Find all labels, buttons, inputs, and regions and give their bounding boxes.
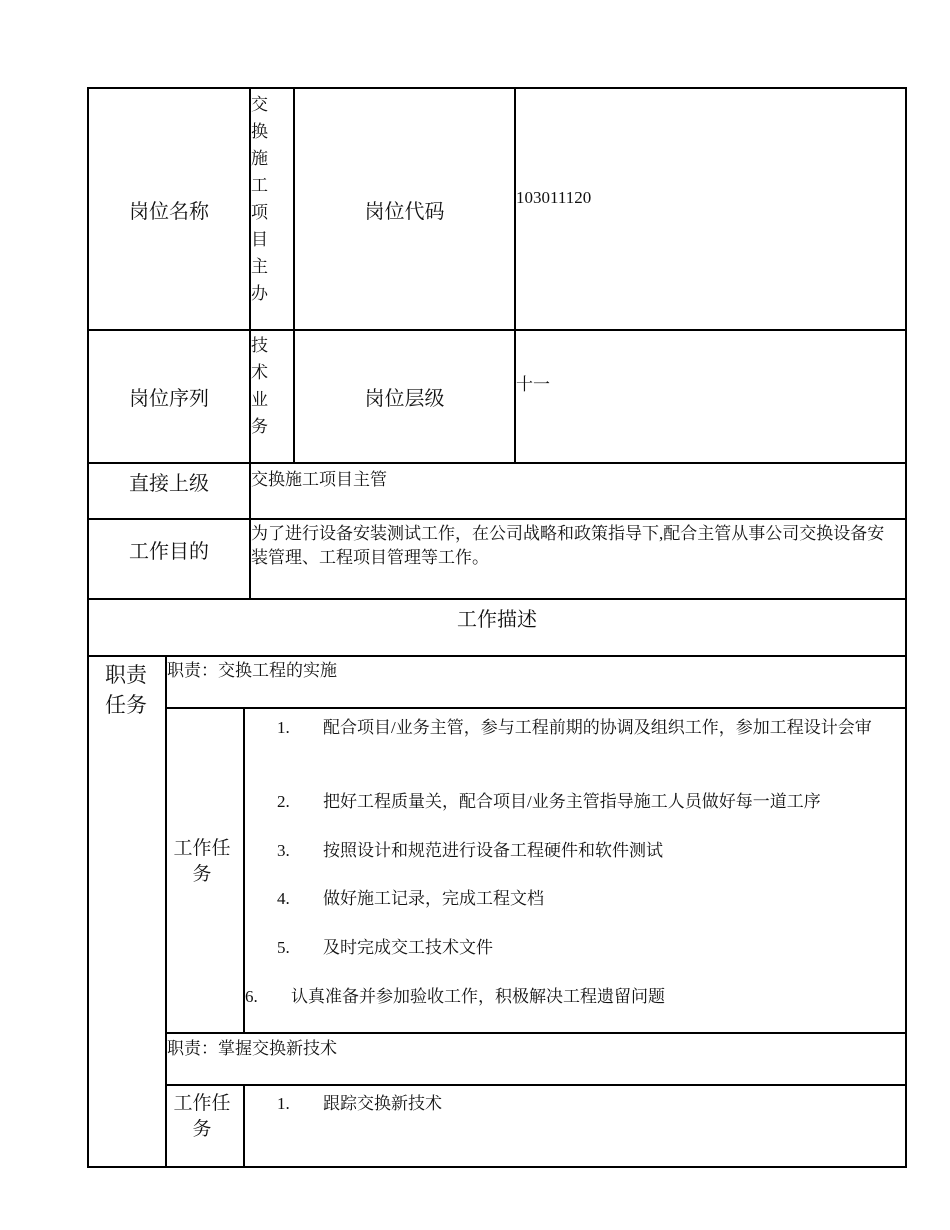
duty-divider bbox=[165, 707, 907, 709]
col-divider bbox=[514, 87, 516, 463]
task-item bbox=[277, 790, 892, 814]
position-name-value: 交换施工项目主办 bbox=[251, 95, 268, 303]
position-sequence-value: 技术业务 bbox=[251, 336, 268, 436]
task-text: 认真准备并参加验收工作，积极解决工程遗留问题 bbox=[291, 987, 665, 1006]
col-divider bbox=[165, 655, 167, 1168]
purpose-value: 为了进行设备安装测试工作，在公司战略和政策指导下,配合主管从事公司交换设备安装管理、工程项目管理等工作。 bbox=[251, 524, 885, 567]
col-divider bbox=[243, 1084, 245, 1168]
task-item bbox=[277, 839, 892, 863]
task-text: 按照设计和规范进行设备工程硬件和软件测试 bbox=[323, 841, 663, 860]
task-number: 3. bbox=[277, 841, 290, 860]
position-level-value: 十一 bbox=[516, 375, 550, 394]
task-text: 跟踪交换新技术 bbox=[323, 1094, 442, 1113]
position-sequence-label: 岗位序列 bbox=[129, 388, 209, 410]
duty-divider bbox=[165, 1084, 907, 1086]
position-level-label: 岗位层级 bbox=[364, 388, 445, 410]
duty-divider bbox=[165, 1032, 907, 1034]
duty-title: 职责：交换工程的实施 bbox=[167, 661, 337, 680]
duties-label: 职责任务 bbox=[105, 663, 147, 717]
duty-title: 职责：掌握交换新技术 bbox=[167, 1039, 337, 1058]
task-text: 做好施工记录，完成工程文档 bbox=[323, 889, 544, 908]
supervisor-value: 交换施工项目主管 bbox=[251, 470, 387, 489]
task-item bbox=[245, 985, 885, 1009]
task-number: 1. bbox=[277, 718, 290, 737]
supervisor-label: 直接上级 bbox=[129, 472, 209, 495]
position-code-value: 103011120 bbox=[516, 188, 592, 207]
task-item bbox=[277, 887, 892, 911]
task-number: 5. bbox=[277, 938, 290, 957]
task-item bbox=[277, 936, 892, 960]
work-task-label: 工作任务 bbox=[173, 838, 231, 885]
work-task-label: 工作任务 bbox=[173, 1093, 231, 1140]
row-divider bbox=[87, 655, 907, 657]
task-number: 4. bbox=[277, 889, 290, 908]
position-name-label: 岗位名称 bbox=[129, 200, 209, 223]
description-title: 工作描述 bbox=[457, 608, 537, 631]
task-text: 及时完成交工技术文件 bbox=[323, 938, 493, 957]
position-code-label: 岗位代码 bbox=[364, 200, 445, 223]
task-item bbox=[277, 1092, 892, 1116]
task-text: 配合项目/业务主管，参与工程前期的协调及组织工作，参加工程设计会审 bbox=[323, 718, 872, 737]
task-number: 2. bbox=[277, 792, 290, 811]
purpose-label: 工作目的 bbox=[129, 540, 209, 563]
task-text: 把好工程质量关，配合项目/业务主管指导施工人员做好每一道工序 bbox=[323, 792, 821, 811]
task-number: 1. bbox=[277, 1094, 290, 1113]
table-border-bottom bbox=[87, 1166, 907, 1168]
task-item bbox=[277, 716, 892, 740]
task-number: 6. bbox=[245, 987, 258, 1006]
table-border-right bbox=[905, 87, 907, 1168]
